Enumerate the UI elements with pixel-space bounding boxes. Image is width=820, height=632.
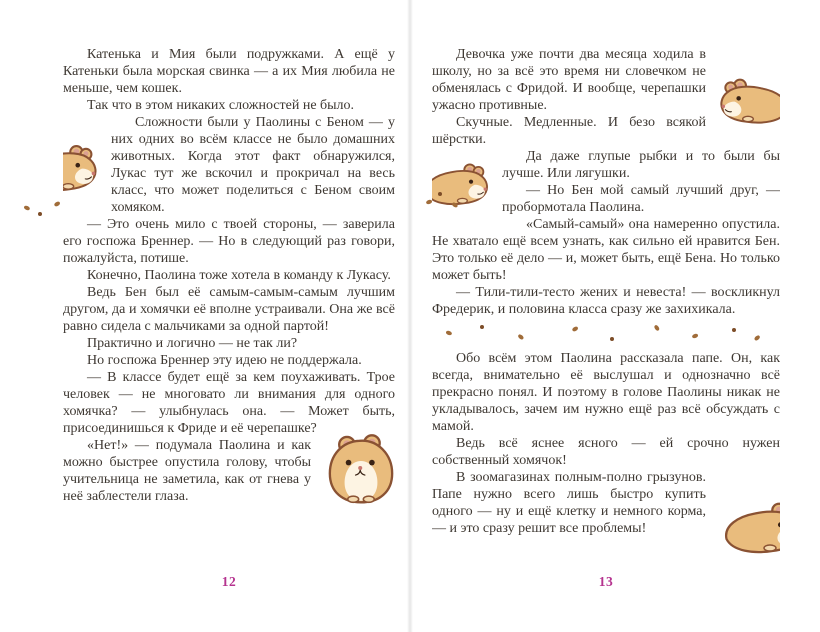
paragraph: Да даже глупые рыбки и то были бы лучше. Или лягушки. [502, 149, 780, 181]
paragraph: «Нет!» — подумала Паолина и как можно быстрее опустила голову, чтобы учительница не заметила, как от гнева у неё заблестели глаза. [63, 438, 311, 504]
hamster-lying-icon [432, 154, 492, 218]
hamster-illustration-2 [321, 433, 395, 507]
seed-speck [38, 212, 42, 216]
page-right [410, 0, 820, 632]
seed-speck [480, 325, 484, 329]
seed-speck [24, 205, 31, 211]
page-left-text [63, 46, 395, 562]
paragraph: Так что в этом никаких сложностей не было. [87, 98, 355, 113]
paragraph: — В классе будет ещё за кем поухаживать. Трое человек — не многовато ли внимания для одного хомячка? — улыбнулась она. — Может быть, присоединишься к Фриде и её черепашке? [63, 370, 395, 436]
seed-speck [692, 333, 699, 338]
paragraph: Катенька и Мия были подружками. А ещё у Катеньки была морская свинка — а их Мия любила не меньше, чем кошек. [63, 47, 395, 96]
seed-speck [610, 337, 614, 341]
seed-speck [572, 326, 579, 332]
seed-speck [732, 328, 736, 332]
paragraph: — Это очень мило с твоей стороны, — заверила его госпожа Бреннер. — Но в следующий раз говори, пожалуйста, потише. [63, 217, 395, 266]
seed-speck [54, 201, 61, 207]
paragraph: — Но Бен мой самый лучший друг, — пробормотала Паолина. [502, 183, 780, 215]
hamster-lying-icon [716, 499, 780, 561]
seed-speck [518, 333, 525, 340]
seed-divider [432, 321, 780, 347]
paragraph: Обо всём этом Паолина рассказала папе. Он, как всегда, внимательно её выслушал и однозначно всё прекрасно понял. И поэтому в голове Паолины никак не укладывалось, зачем им нужно ещё раз всё обсуждать с мамой. [432, 351, 780, 434]
hamster-illustration-3 [716, 68, 780, 138]
seed-speck [754, 334, 761, 341]
paragraph: Ведь Бен был её самым-самым-самым лучшим другом, да и хомячки её вполне устраивали. Она же всё равно сидела с мальчиками за одной партой! [63, 285, 395, 334]
page-right-text [432, 46, 780, 562]
hamster-illustration-4 [432, 154, 492, 218]
paragraph: — Тили-тили-тесто жених и невеста! — воскликнул Фредерик, и половина класса сразу же захихикала. [432, 285, 780, 317]
paragraph: Но госпожа Бреннер эту идею не поддержала. [87, 353, 362, 368]
paragraph: «Самый-самый» она намеренно опустила. Не хватало ещё всем узнать, как сильно ей нравится Бен. Это только её дело — и, может быть, ещё Бена. Но только может быть! [432, 217, 780, 283]
hamster-illustration-5 [716, 499, 780, 561]
paragraph: Конечно, Паолина тоже хотела в команду к Лукасу. [87, 268, 391, 283]
hamster-lying-icon [63, 134, 101, 206]
paragraph: Скучные. Медленные. И безо всякой шёрстки. [432, 115, 706, 147]
hamster-sitting-icon [321, 433, 395, 507]
paragraph: В зоомагазинах полным-полно грызунов. Папе нужно всего лишь быстро купить одного — ну и ещё клетку и немного корма, — и это сразу решит все проблемы! [432, 470, 706, 536]
page-number-right: 13 [598, 574, 614, 589]
paragraph: Девочка уже почти два месяца ходила в школу, но за всё это время ни словечком не обменялась с Фридой. И вообще, черепашки ужасно противные. [432, 47, 706, 113]
paragraph: Ведь всё яснее ясного — ей срочно нужен собственный хомячок! [432, 436, 780, 468]
seed-speck [446, 330, 453, 335]
hamster-lying-icon [716, 68, 780, 138]
hamster-illustration-1 [63, 134, 101, 206]
paragraph: Сложности были у Паолины с Беном — у них одних во всём классе не было домашних животных. Когда этот факт обнаружился, Лукас тут же вскочил и прокричал на весь класс, что может поделиться с Беном своим хомяком. [111, 115, 395, 215]
page-number-left: 12 [221, 574, 237, 589]
paragraph: Практично и логично — не так ли? [87, 336, 298, 351]
seed-speck [654, 324, 660, 331]
